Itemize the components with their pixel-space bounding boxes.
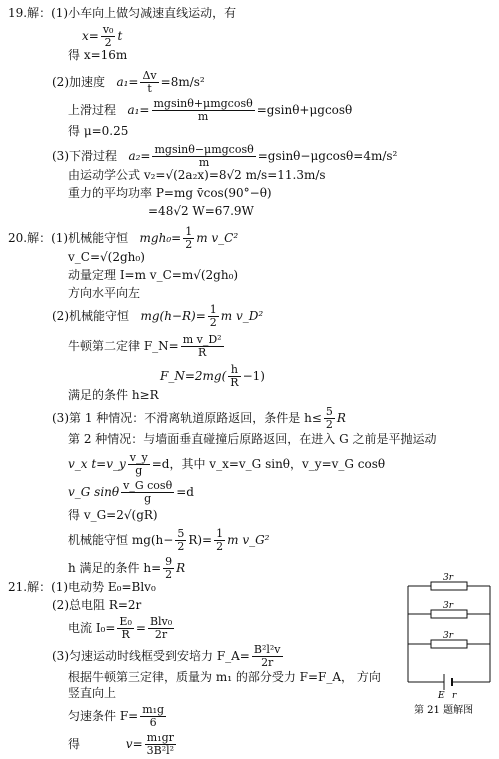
q21-up: 竖直向上: [68, 686, 117, 700]
q20-case2: 第 2 种情况：与墙面垂直碰撞后原路返回，在进入 G 之前是平抛运动: [68, 432, 437, 446]
battery-emf-label: E: [438, 691, 445, 701]
q20-heading: 20.解：(1)机械能守恒 mgh₀= $\frac{1}{2}$ m v_C²: [8, 225, 239, 251]
q21-newton3: 根据牛顿第三定律，质量为 m₁ 的部分受力 F=F_A， 方向: [68, 670, 381, 684]
q19-kinematics: 由运动学公式 v₂=√(2a₂x)=8√2 m/s=11.3m/s: [68, 168, 326, 182]
q20-direction: 方向水平向左: [68, 286, 141, 300]
q19-uphill: 上滑过程 a₁= $\frac{\text{mgsinθ+μmgcosθ}}{m}$ =gsinθ+μgcosθ: [68, 97, 353, 123]
resistor-2-label: 3r: [443, 601, 454, 611]
resistor-1-label: 3r: [443, 573, 454, 583]
q19-power: 重力的平均功率 P=mg v̄cos(90°−θ): [68, 186, 272, 200]
q20-vg: v_G sinθ $\frac{\text{v\_G cosθ}}{g}$ =d: [68, 479, 194, 505]
q20-part3: (3)第 1 种情况：不滑离轨道原路返回，条件是 h≤ $\frac{5}{2}$ R: [52, 405, 346, 431]
q20-fn: F_N=2mg( $\frac{h}{R}$ −1): [160, 363, 265, 389]
circuit-diagram: [398, 570, 498, 758]
q21-result: 得 v= $\frac{\text{m₁gr}}{\text{3B²l²}}$: [68, 731, 175, 757]
q20-condition: 满足的条件 h≥R: [68, 388, 159, 402]
resistor-1: [431, 582, 467, 590]
resistor-3: [431, 640, 467, 648]
resistor-2: [431, 610, 467, 618]
q19-heading: 19.解：(1)小车向上做匀减速直线运动，有: [8, 6, 237, 20]
q20-vc: v_C=√(2gh₀): [68, 250, 145, 264]
q20-newton: 牛顿第二定律 F_N= $\frac{\text{m v\_D²}}{R}$: [68, 333, 222, 359]
q19-eq-x: x= $\frac{\text{v₀}}{2}$ t: [82, 23, 123, 49]
figure-caption: 第 21 题解图: [414, 705, 474, 716]
q21-part2: (2)总电阻 R=2r: [52, 598, 142, 612]
q19-mu: 得 μ=0.25: [68, 124, 129, 138]
q20-vx: v_x t=v_y $\frac{v\_y}{g}$ =d，其中 v_x=v_G sinθ，v_y=v_G cosθ: [68, 451, 386, 477]
q20-energy: 机械能守恒 mg(h− $\frac{5}{2}$ R)= $\frac{1}{2}$ m v_G²: [68, 527, 270, 553]
q21-heading: 21.解：(1)电动势 E₀=Blv₀: [8, 580, 156, 594]
q19-power-result: =48√2 W=67.9W: [148, 204, 254, 218]
q21-part3: (3)匀速运动时线框受到安培力 F_A= $\frac{\text{B²l²v}}{2r}$: [52, 643, 281, 669]
battery-r-label: r: [452, 691, 457, 701]
resistor-3-label: 3r: [443, 631, 454, 641]
q21-uniform: 匀速条件 F= $\frac{\text{m₁g}}{6}$: [68, 703, 165, 729]
q19-part2: (2)加速度 a₁= $\frac{\Delta v}{t}$ =8m/s²: [52, 69, 205, 95]
q21-current: 电流 I₀= $\frac{\text{E₀}}{R}$ = $\frac{\text{Blv₀}}{2r}$: [68, 615, 173, 641]
q20-part2: (2)机械能守恒 mg(h−R)= $\frac{1}{2}$ m v_D²: [52, 303, 264, 329]
q19-part3: (3)下滑过程 a₂= $\frac{\text{mgsinθ−μmgcosθ}}{m}$ =gsinθ−μgcosθ=4m/s²: [52, 143, 398, 169]
q19-result-x: 得 x=16m: [68, 48, 128, 62]
q20-momentum: 动量定理 I=m v_C=m√(2gh₀): [68, 268, 239, 282]
q20-vg-result: 得 v_G=2√(gR): [68, 508, 158, 522]
q20-h: h 满足的条件 h= $\frac{9}{2}$ R: [68, 555, 186, 581]
